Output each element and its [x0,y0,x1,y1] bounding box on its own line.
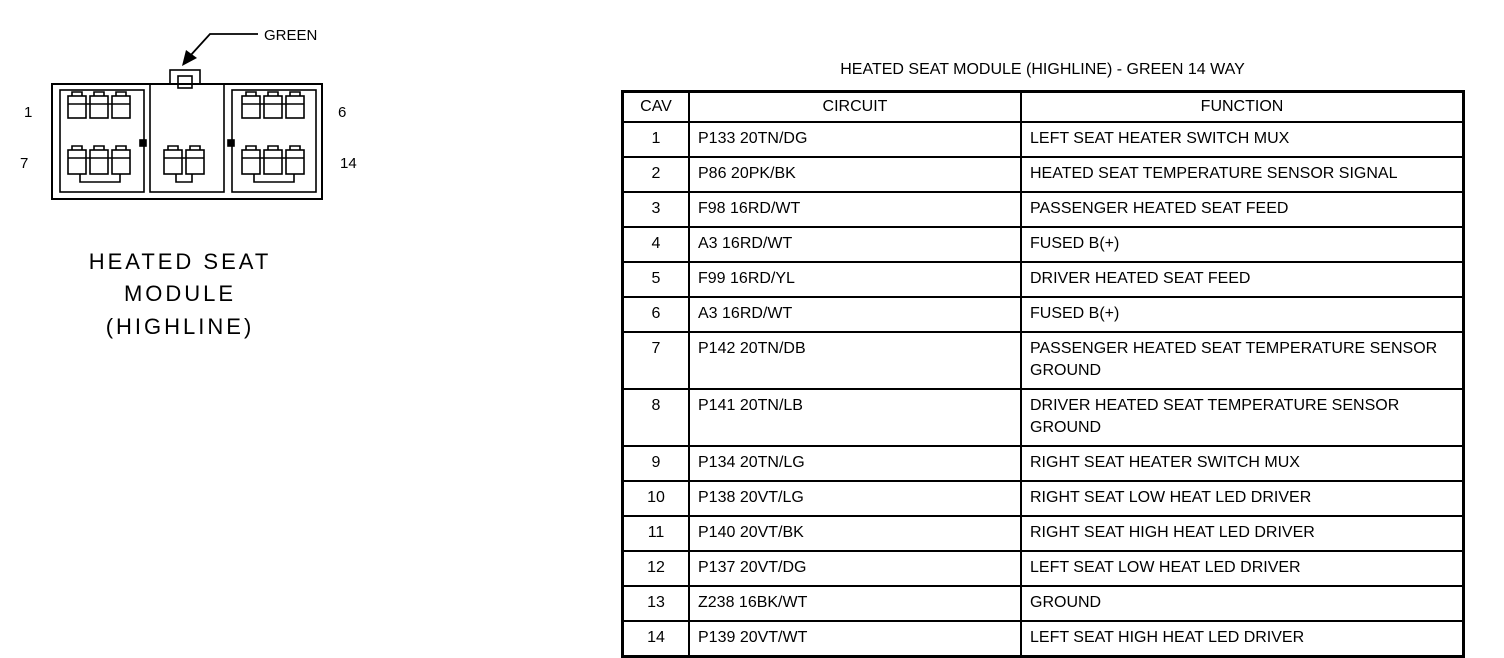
connector-title-line-3: (HIGHLINE) [105,314,255,339]
cell-function: DRIVER HEATED SEAT FEED [1021,262,1464,297]
cell-cav: 1 [623,122,690,157]
cavity-row-bottom-right [242,146,304,182]
cavity-10 [164,150,182,174]
middle-cavity-block [150,84,224,192]
cell-circuit: P140 20VT/BK [689,516,1021,551]
pin-label-7: 7 [20,155,29,172]
cavity-row-bottom-left [68,146,130,182]
cavity-row-top-left [68,92,130,118]
cell-function: DRIVER HEATED SEAT TEMPERATURE SENSOR GROUND [1021,389,1464,446]
cell-cav: 3 [623,192,690,227]
cell-circuit: P138 20VT/LG [689,481,1021,516]
cell-function: LEFT SEAT HIGH HEAT LED DRIVER [1021,621,1464,657]
cell-circuit: A3 16RD/WT [689,227,1021,262]
cell-function: RIGHT SEAT HEATER SWITCH MUX [1021,446,1464,481]
table-row [623,262,1464,297]
connector-color-label: GREEN [264,27,318,44]
cavity-4 [242,96,260,118]
table-row [623,389,1464,446]
connector-latch [170,70,200,84]
cell-circuit: P134 20TN/LG [689,446,1021,481]
cell-cav: 5 [623,262,690,297]
cavity-8 [90,150,108,174]
table-row [623,227,1464,262]
cell-cav: 12 [623,551,690,586]
cell-function: RIGHT SEAT HIGH HEAT LED DRIVER [1021,516,1464,551]
cell-circuit: Z238 16BK/WT [689,586,1021,621]
cell-function: FUSED B(+) [1021,227,1464,262]
cell-function: LEFT SEAT LOW HEAT LED DRIVER [1021,551,1464,586]
cavity-6 [286,96,304,118]
key-square [228,140,234,146]
leader-arrowhead [182,50,197,66]
table-row [623,551,1464,586]
latch-tab [178,76,192,88]
cell-cav: 4 [623,227,690,262]
pin-label-1: 1 [24,104,33,121]
cell-circuit: P133 20TN/DG [689,122,1021,157]
cavity-11 [186,150,204,174]
table-caption: HEATED SEAT MODULE (HIGHLINE) - GREEN 14 WAY [840,61,1245,78]
cell-cav: 8 [623,389,690,446]
table-row [623,621,1464,657]
color-leader-line [190,34,258,56]
cell-cav: 13 [623,586,690,621]
cavity-13 [264,150,282,174]
table-row [623,157,1464,192]
cell-function: HEATED SEAT TEMPERATURE SENSOR SIGNAL [1021,157,1464,192]
cell-circuit: P137 20VT/DG [689,551,1021,586]
table-row [623,192,1464,227]
connector-title-line-1: HEATED SEAT [88,249,272,274]
cell-cav: 9 [623,446,690,481]
cavity-14 [286,150,304,174]
header-circuit: CIRCUIT [689,92,1021,123]
table-row [623,586,1464,621]
table-row [623,481,1464,516]
table-row [623,122,1464,157]
cell-cav: 6 [623,297,690,332]
pinout-table [621,90,1465,658]
cell-circuit: P142 20TN/DB [689,332,1021,389]
cavity-2 [90,96,108,118]
table-row [623,297,1464,332]
cell-circuit: P139 20VT/WT [689,621,1021,657]
cell-cav: 14 [623,621,690,657]
key-square [140,140,146,146]
cell-function: RIGHT SEAT LOW HEAT LED DRIVER [1021,481,1464,516]
pin-label-14: 14 [340,155,357,172]
cavity-12 [242,150,260,174]
cell-cav: 10 [623,481,690,516]
cell-cav: 2 [623,157,690,192]
table-row [623,516,1464,551]
connector-diagram [0,0,600,240]
cavity-row-bottom-middle [164,146,204,182]
header-cav: CAV [623,92,690,123]
cell-cav: 7 [623,332,690,389]
header-function: FUNCTION [1021,92,1464,123]
table-row [623,446,1464,481]
cell-function: FUSED B(+) [1021,297,1464,332]
cavity-9 [112,150,130,174]
cavity-3 [112,96,130,118]
cell-function: PASSENGER HEATED SEAT FEED [1021,192,1464,227]
cell-circuit: P86 20PK/BK [689,157,1021,192]
cavity-5 [264,96,282,118]
connector-title-line-2: MODULE [123,281,237,306]
cell-function: GROUND [1021,586,1464,621]
pin-label-6: 6 [338,104,347,121]
cell-circuit: F98 16RD/WT [689,192,1021,227]
cavity-1 [68,96,86,118]
table-header-row [623,92,1464,123]
cavity-7 [68,150,86,174]
cavity-row-top-right [242,92,304,118]
cell-function: PASSENGER HEATED SEAT TEMPERATURE SENSOR GROUND [1021,332,1464,389]
cell-function: LEFT SEAT HEATER SWITCH MUX [1021,122,1464,157]
table-row [623,332,1464,389]
cell-cav: 11 [623,516,690,551]
cell-circuit: A3 16RD/WT [689,297,1021,332]
cell-circuit: P141 20TN/LB [689,389,1021,446]
cell-circuit: F99 16RD/YL [689,262,1021,297]
left-cavity-block [60,90,144,192]
